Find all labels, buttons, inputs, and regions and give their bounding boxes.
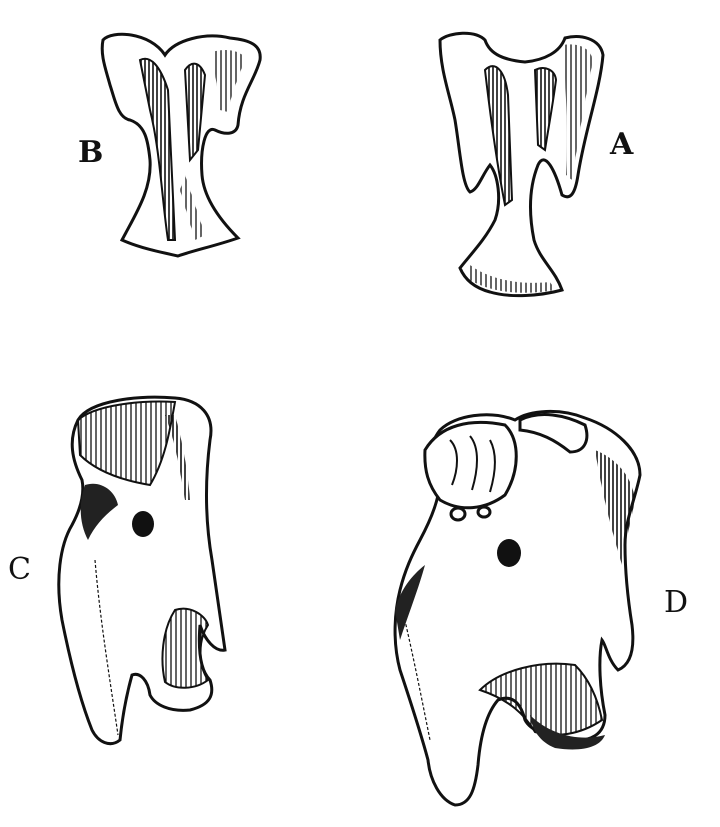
bone-figure-b [102, 34, 260, 256]
bone-figure-c [59, 397, 225, 743]
figure-label-d: D [664, 585, 689, 620]
figure-label-a: A [610, 127, 634, 162]
figure-label-c: C [8, 552, 31, 587]
figure-label-b: B [78, 135, 104, 170]
bone-figure-d [395, 411, 640, 805]
bone-figure-a [440, 33, 603, 295]
